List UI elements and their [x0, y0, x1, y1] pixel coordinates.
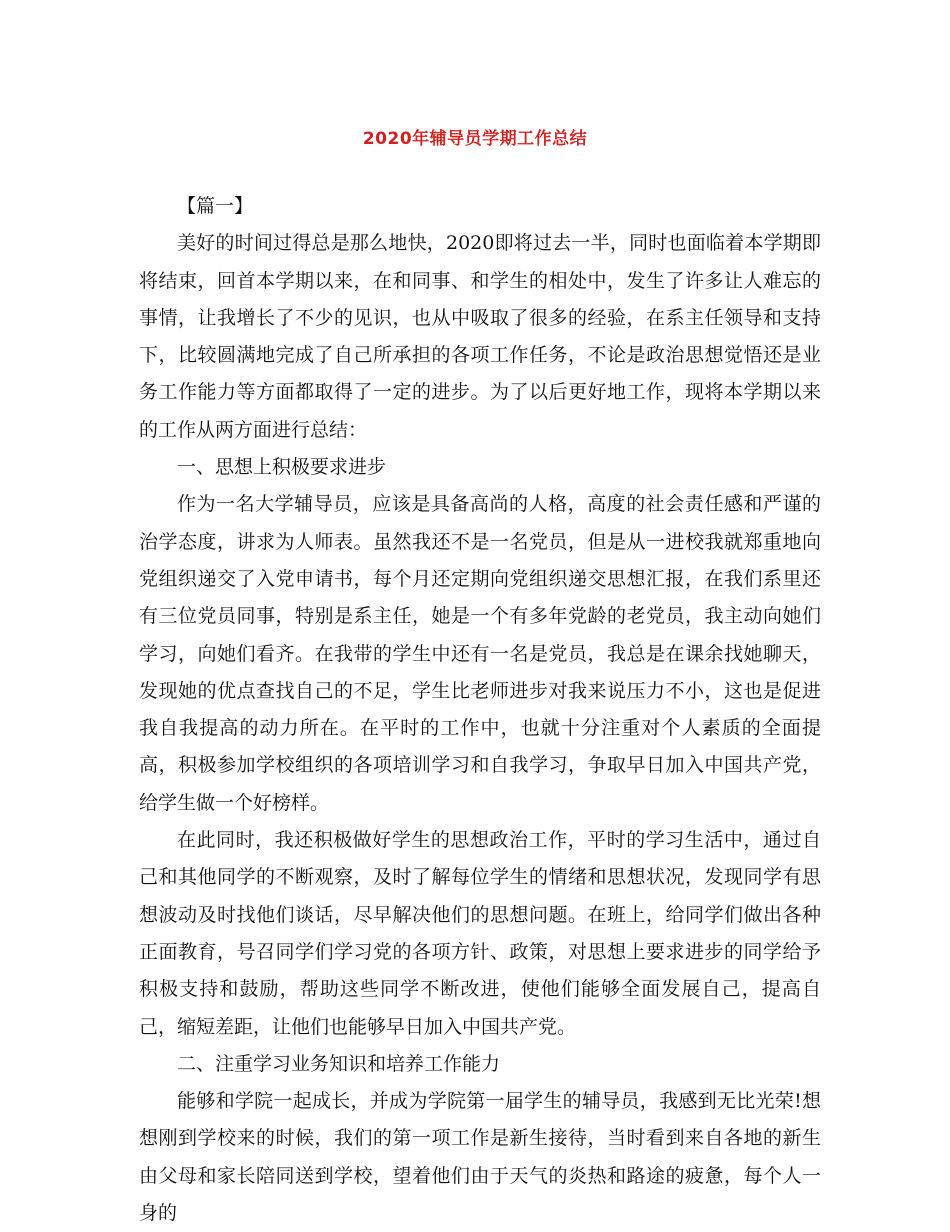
section-heading-2: 二、注重学习业务知识和培养工作能力 [177, 1052, 501, 1075]
intro-paragraph: 美好的时间过得总是那么地快，2020即将过去一半，同时也面临着本学期即将结束，回首本学期以来，在和同事、和学生的相处中，发生了许多让人难忘的事情，让我增长了不少的见识，也从中吸取了很多的经验，在系主任领导和支持下，比较圆满地完成了自己所承担的各项工作任务，不论是政治思想觉悟还是业务工作能力等方面都取得了一定的进步。为了以后更好地工作，现将本学期以来的工作从两方面进行总结： [139, 232, 821, 441]
document-body [139, 188, 821, 1232]
document-title: 2020年辅导员学期工作总结 [362, 129, 588, 149]
body-paragraph: 在此同时，我还积极做好学生的思想政治工作，平时的学习生活中，通过自己和其他同学的不断观察，及时了解每位学生的情绪和思想状况，发现同学有思想波动及时找他们谈话，尽早解决他们的思想问题。在班上，给同学们做出各种正面教育，号召同学们学习党的各项方针、政策，对思想上要求进步的同学给予积极支持和鼓励，帮助这些同学不断改进，使他们能够全面发展自己，提高自己，缩短差距，让他们也能够早日加入中国共产党。 [139, 829, 821, 1038]
body-paragraph: 作为一名大学辅导员，应该是具备高尚的人格，高度的社会责任感和严谨的治学态度，讲求为人师表。虽然我还不是一名党员，但是从一进校我就郑重地向党组织递交了入党申请书，每个月还定期向党组织递交思想汇报，在我们系里还有三位党员同事，特别是系主任，她是一个有多年党龄的老党员，我主动向她们学习，向她们看齐。在我带的学生中还有一名是党员，我总是在课余找她聊天，发现她的优点查找自己的不足，学生比老师进步对我来说压力不小，这也是促进我自我提高的动力所在。在平时的工作中，也就十分注重对个人素质的全面提高，积极参加学校组织的各项培训学习和自我学习，争取早日加入中国共产党，给学生做一个好榜样。 [139, 493, 821, 814]
section-label: 【篇一】 [177, 195, 254, 217]
section-heading-1: 一、思想上积极要求进步 [177, 456, 387, 479]
body-paragraph: 能够和学院一起成长，并成为学院第一届学生的辅导员，我感到无比光荣!想想刚到学校来的时候，我们的第一项工作是新生接待，当时看到来自各地的新生由父母和家长陪同送到学校，望着他们由于天气的炎热和路途的疲惫，每个人一身的 [139, 1090, 821, 1225]
